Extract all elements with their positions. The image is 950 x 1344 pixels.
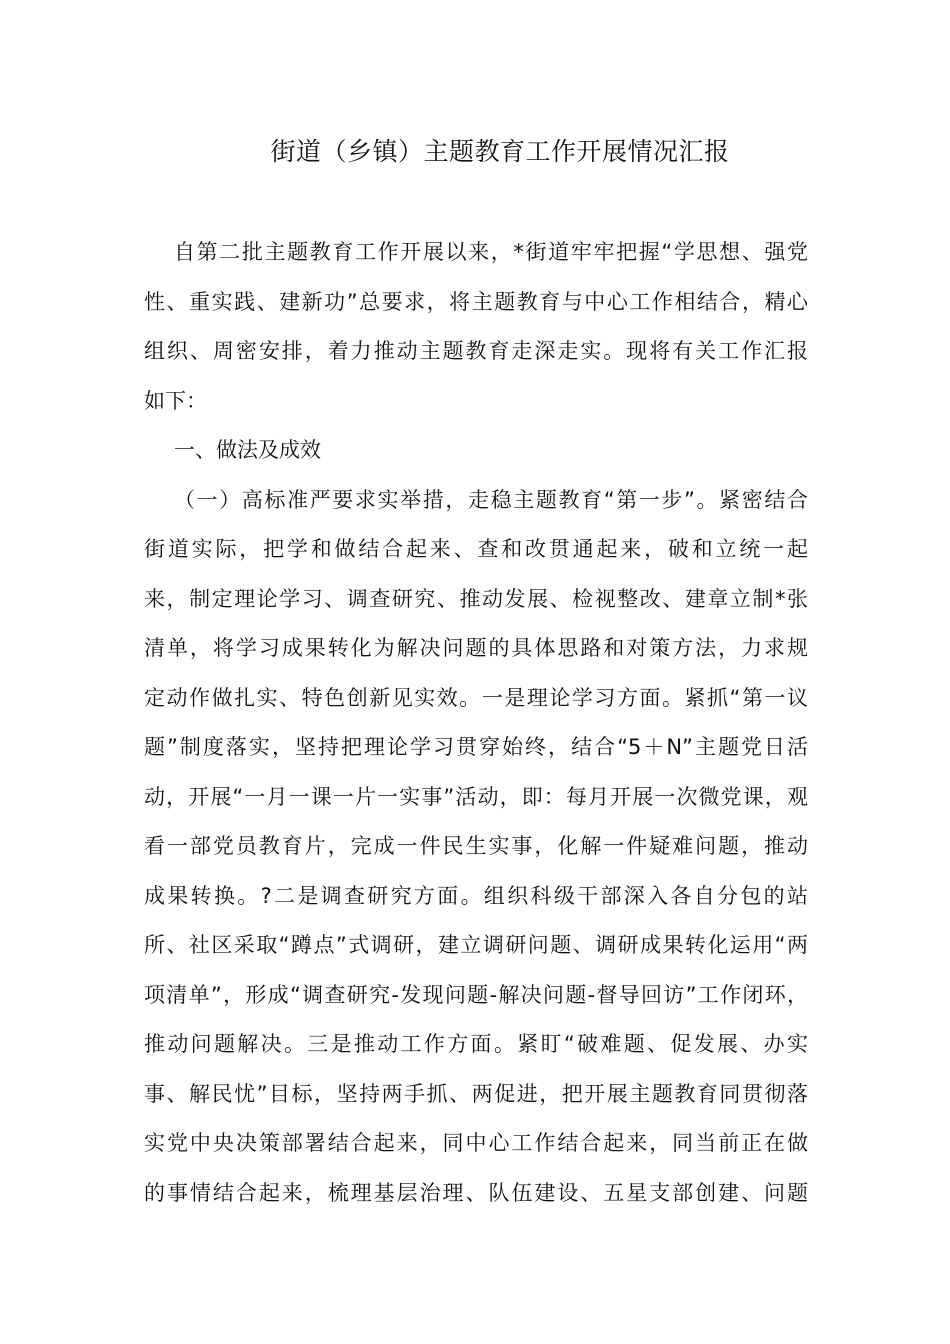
paragraph-line: 的事情结合起来，梳理基层治理、队伍建设、五星支部创建、问题	[144, 1180, 808, 1205]
paragraph-line: 实党中央决策部署结合起来，同中心工作结合起来，同当前正在做	[144, 1131, 808, 1155]
paragraph-line: 项清单”，形成“调查研究-发现问题-解决问题-督导回访”工作闭环，	[144, 982, 808, 1007]
section-heading: 一、做法及成效	[174, 438, 321, 462]
paragraph-line: 定动作做扎实、特色创新见实效。一是理论学习方面。紧抓“第一议	[144, 685, 808, 710]
paragraph-line: 看一部党员教育片，完成一件民生实事，化解一件疑难问题，推动	[144, 834, 808, 858]
paragraph-line: 自第二批主题教育工作开展以来，*街道牢牢把握“学思想、强党	[174, 240, 808, 264]
paragraph-line: （一）高标准严要求实举措，走稳主题教育“第一步”。紧密结合	[174, 487, 808, 512]
document-title: 街道（乡镇）主题教育工作开展情况汇报	[270, 137, 730, 166]
paragraph-line: 推动问题解决。三是推动工作方面。紧盯“破难题、促发展、办实	[144, 1032, 808, 1056]
paragraph-line: 如下：	[144, 388, 207, 413]
paragraph-line: 街道实际，把学和做结合起来、查和改贯通起来，破和立统一起	[144, 537, 808, 561]
document-body	[144, 228, 808, 1218]
paragraph-line: 组织、周密安排，着力推动主题教育走深走实。现将有关工作汇报	[144, 339, 808, 363]
paragraph-line: 所、社区采取“蹲点”式调研，建立调研问题、调研成果转化运用“两	[144, 933, 808, 957]
paragraph-line: 来，制定理论学习、调查研究、推动发展、检视整改、建章立制*张	[144, 586, 808, 611]
paragraph-line: 成果转换。?二是调查研究方面。组织科级干部深入各自分包的站	[144, 883, 808, 908]
paragraph-line: 动，开展“一月一课一片一实事”活动，即：每月开展一次微党课，观	[144, 784, 808, 809]
paragraph-line: 清单，将学习成果转化为解决问题的具体思路和对策方法，力求规	[144, 636, 808, 660]
paragraph-line: 事、解民忧”目标，坚持两手抓、两促进，把开展主题教育同贯彻落	[144, 1081, 808, 1106]
paragraph-line: 性、重实践、建新功”总要求，将主题教育与中心工作相结合，精心	[144, 289, 808, 314]
paragraph-line: 题”制度落实，坚持把理论学习贯穿始终，结合“5＋N”主题党日活	[144, 735, 808, 759]
